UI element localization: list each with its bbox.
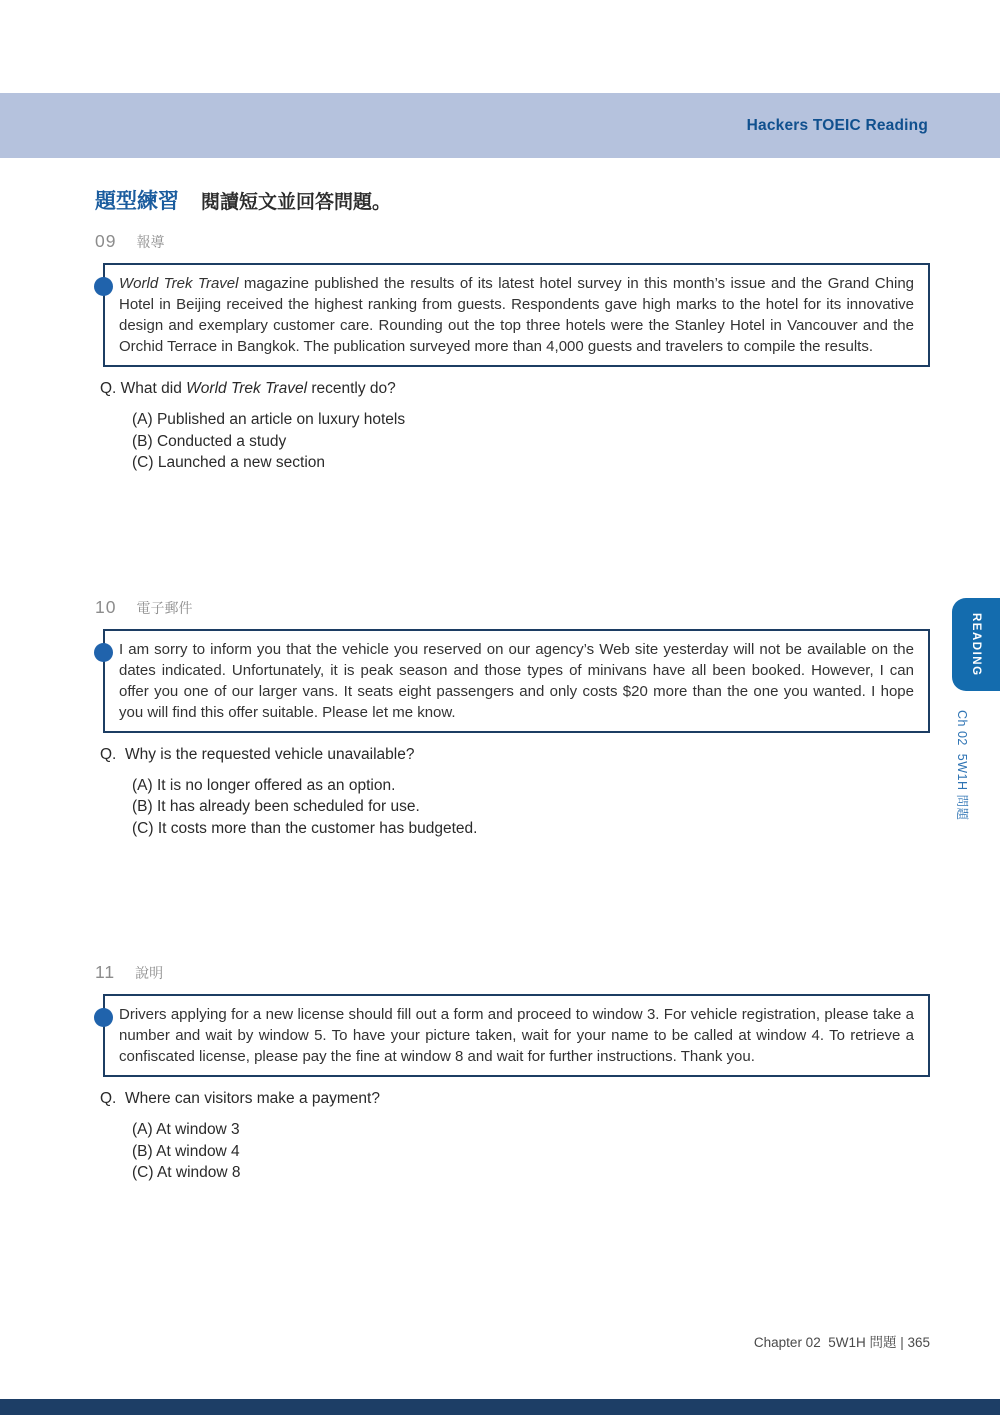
practice-section-11	[95, 962, 935, 1184]
question-italic-title: World Trek Travel	[186, 380, 308, 397]
passage-text	[119, 273, 914, 357]
question-prefix: Q. Where can visitors make a payment?	[100, 1090, 380, 1107]
option-c: (C) It costs more than the customer has budgeted.	[132, 819, 478, 837]
question-prefix: Q. Why is the requested vehicle unavailable?	[100, 745, 415, 763]
answer-options	[132, 409, 935, 474]
passage-box	[103, 994, 930, 1077]
passage-text	[119, 639, 914, 723]
passage-body: magazine published the results of its latest hotel survey in this month’s issue and the Grand Ching Hotel in Beijing received the highest ranking from guests. Respondents gave high marks to the hotel for its innovative design and exemplary customer care. Rounding out the top three hotels were the Stanley Hotel in Vancouver and the Orchid Terrace in Bangkok. The publication surveyed more than 4,000 guests and travelers to compile the results.	[119, 275, 914, 355]
option-b: (B) At window 4	[132, 1142, 240, 1160]
passage-box	[103, 629, 930, 733]
option-b: (B) Conducted a study	[132, 432, 287, 450]
question-suffix: recently do?	[307, 380, 396, 397]
header-band	[0, 93, 1000, 158]
option-c: (C) Launched a new section	[132, 454, 326, 471]
chapter-side-label	[949, 700, 977, 830]
question-text	[100, 744, 935, 766]
passage-bullet-dot	[94, 643, 113, 662]
option-c: (C) At window 8	[132, 1164, 241, 1181]
bottom-edge-bar	[0, 1399, 1000, 1415]
passage-box	[103, 263, 930, 367]
practice-section-10	[95, 597, 935, 840]
book-title: Hackers TOEIC Reading	[746, 116, 928, 134]
page-content	[95, 180, 935, 1184]
question-prefix: Q. What did	[100, 380, 187, 397]
reading-tab-label: READING	[970, 612, 982, 677]
option-a: (A) Published an article on luxury hotels	[132, 411, 406, 428]
section-number: 11	[95, 962, 116, 982]
option-a: (A) It is no longer offered as an option.	[132, 776, 396, 794]
practice-heading: 題型練習	[95, 190, 179, 213]
section-header	[95, 597, 935, 619]
option-a: (A) At window 3	[132, 1121, 240, 1138]
answer-options	[132, 1119, 935, 1184]
option-b: (B) It has already been scheduled for use.	[132, 798, 420, 815]
passage-body: I am sorry to inform you that the vehicle you reserved on our agency’s Web site yesterday will not be available on the dates indicated. Unfortunately, it is peak season and those types of minivans have all been booked. However, I can offer you one of our larger vans. It seats eight passengers and only costs $20 more than the one you wanted. I hope you will find this offer suitable. Please let me know.	[119, 640, 914, 721]
question-text	[100, 1088, 935, 1110]
section-type-label: 報導	[136, 234, 165, 250]
section-header	[95, 231, 935, 253]
section-number: 09	[95, 231, 117, 251]
page-footer: Chapter 02 5W1H 問題 | 365	[753, 1335, 930, 1350]
section-number: 10	[95, 596, 117, 617]
question-text	[100, 378, 935, 400]
passage-bullet-dot	[94, 1008, 113, 1027]
section-type-label: 電子郵件	[136, 599, 193, 616]
passage-body: Drivers applying for a new license should fill out a form and proceed to window 3. For vehicle registration, please take a number and wait by window 5. To have your picture taken, wait for your name to be called at window 4. To retrieve a confiscated license, please pay the fine at window 8 and wait for further instructions. Thank you.	[119, 1006, 914, 1065]
page-title	[95, 185, 935, 215]
section-type-label: 說明	[135, 965, 164, 981]
passage-text	[119, 1004, 914, 1067]
reading-section-tab	[952, 598, 1000, 691]
passage-italic-title: World Trek Travel	[119, 275, 239, 292]
practice-instruction: 閱讀短文並回答問題。	[201, 192, 392, 213]
passage-bullet-dot	[94, 277, 113, 296]
practice-section-09	[95, 231, 935, 474]
chapter-side-text: Ch 02 5W1H 問題	[955, 709, 969, 821]
answer-options	[132, 775, 935, 840]
section-header	[95, 962, 935, 984]
